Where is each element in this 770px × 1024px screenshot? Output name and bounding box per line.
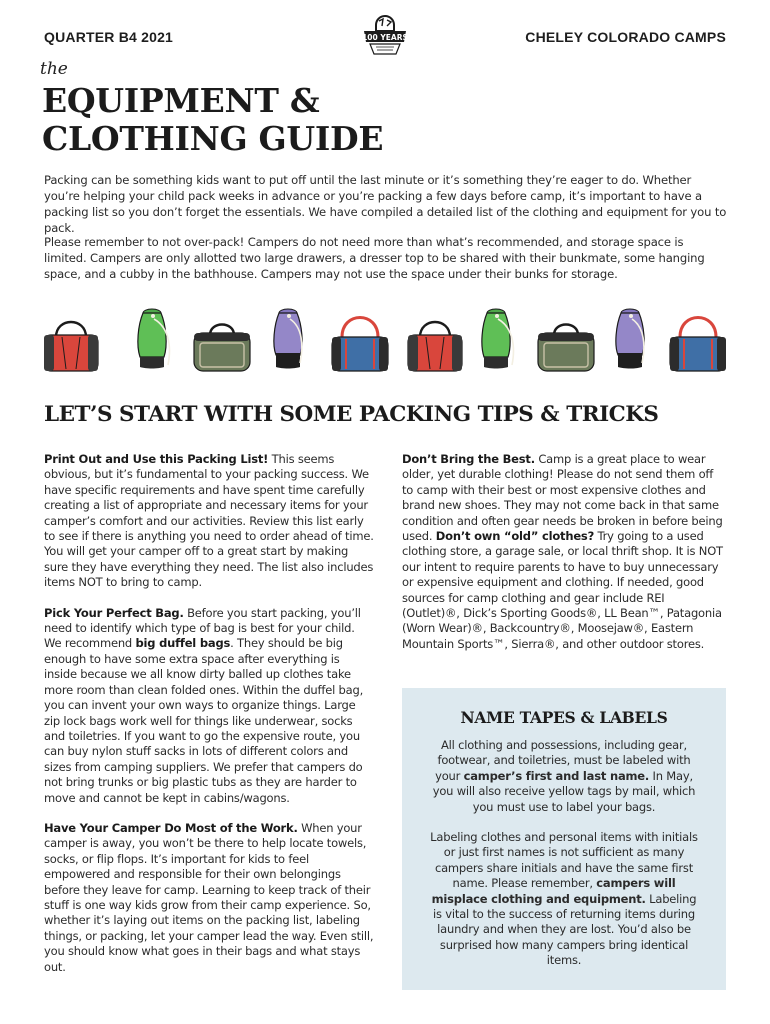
tip-print-list-heading: Print Out and Use this Packing List!	[44, 452, 269, 466]
header-left: QUARTER B4 2021	[44, 29, 174, 45]
olive-duffel-bag-icon	[538, 325, 594, 372]
tip-pick-bag	[44, 606, 374, 806]
tip-print-list-body: This seems obvious, but it’s fundamental to your packing success. We have specific requirements and have spent time carefully creating a list of appropriate and necessary items for your camper’s comfort and our activities. Review this list early to see if there is anything you need to order ahead of time. You will get your camper off to a great start by making sure they have everything they need. The list also includes items NOT to bring to camp.	[44, 452, 374, 590]
tip-camper-work	[44, 821, 374, 975]
name-tapes-p2-b: Labeling is vital to the success of returning items during laundry and when they are lost. You’d also be surprised how many campers bring identical items.	[433, 891, 697, 968]
tip-pick-bag-bold: big duffel bags	[135, 636, 231, 651]
tip-pick-bag-body-1: Before you start packing, you’ll need to identify which type of bag is best for your child. We recommend	[44, 605, 361, 651]
name-tapes-p1-b: In May, you will also receive yellow tags by mail, which you must use to label your bags.	[432, 768, 696, 814]
name-tapes-p2-a: Labeling clothes and personal items with initials or just first names is not sufficient as many campers share initials and have the same first name. Please remember,	[430, 830, 698, 891]
purple-stuff-sack-icon	[616, 309, 644, 369]
tip-dont-bring-best	[402, 452, 724, 652]
tip-dont-bring-best-bold: Don’t own “old” clothes?	[435, 529, 595, 544]
section-title: LET’S START WITH SOME PACKING TIPS & TRICKS	[44, 402, 659, 427]
title-pre: the	[40, 59, 68, 79]
intro-paragraph-1: Packing can be something kids want to put off until the last minute or it’s something they’re eager to do. Whether you’re helping your child pack weeks in advance or you’re packing a few days before camp, it’s important to have a packing list so you don’t forget the essentials. We have compiled a detailed list of the clothing and equipment for you to pack.	[44, 173, 727, 235]
page-title-line-2: CLOTHING GUIDE	[42, 119, 384, 158]
tip-pick-bag-heading: Pick Your Perfect Bag.	[44, 605, 184, 620]
tip-pick-bag-body-2: . They should be big enough to have some extra space after everything is inside because we all know dirty balled up clothes take more room than clean folded ones. Within the duffel bag, you can invent your own ways to organize things. Large zip lock bags work well for things like underwear, socks and toiletries. If you want to go the expensive route, you can buy nylon stuff sacks in lots of different colors and sizes from camping suppliers. We prefer that campers do not bring trunks or big plastic tubs as they are harder to move and cannot be kept in cabins/wagons.	[44, 636, 364, 805]
page-title	[42, 82, 383, 158]
name-tapes-paragraph-2	[426, 830, 702, 969]
name-tapes-title: NAME TAPES & LABELS	[460, 708, 668, 727]
blue-duffel-bag-icon	[670, 318, 726, 372]
green-stuff-sack-icon	[138, 309, 170, 369]
header-right: CHELEY COLORADO CAMPS	[525, 29, 726, 45]
name-tapes-p2-bold: campers will misplace clothing and equipment.	[431, 876, 676, 906]
tip-dont-bring-best-heading: Don’t Bring the Best.	[402, 452, 535, 466]
tip-dont-bring-best-body-1: Camp is a great place to wear older, yet durable clothing! Please do not send them off to camp with their best or most expensive clothes and brand new shoes. They may not come back in that same condition and often gear needs be broken in before being used.	[402, 452, 723, 544]
purple-stuff-sack-icon	[274, 309, 302, 369]
tips-right-column	[402, 452, 724, 667]
olive-duffel-bag-icon	[194, 325, 250, 372]
name-tapes-box	[402, 688, 726, 990]
page-title-line-1: EQUIPMENT &	[42, 81, 320, 120]
cheley-100-years-badge-icon	[360, 14, 410, 62]
bags-illustration	[44, 305, 726, 375]
blue-duffel-bag-icon	[332, 318, 388, 372]
green-stuff-sack-icon	[482, 309, 514, 369]
name-tapes-p1-a: All clothing and possessions, including gear, footwear, and toiletries, must be labeled with your	[435, 738, 691, 783]
tip-print-list	[44, 452, 374, 591]
name-tapes-paragraph-1	[426, 738, 702, 815]
tip-camper-work-body: When your camper is away, you won’t be there to help locate towels, socks, or flip flops. It’s important for kids to feel empowered and responsible for their own belongings before they leave for camp. Learning to keep track of their stuff is one way kids grow from their camp experience. So, whether it’s laying out items on the packing list, labeling things, or packing, let your camper lead the way. Even still, you should know what goes in their bags and what stays out.	[44, 820, 374, 974]
tips-left-column	[44, 452, 374, 990]
tip-dont-bring-best-body-2: Try going to a used clothing store, a garage sale, or local thrift shop. It is NOT our intent to require parents to have to buy unnecessary or expensive equipment and clothing. If needed, good sources for camp clothing and gear include REI (Outlet)®, Dick’s Sporting Goods®, LL Bean™, Patagonia (Worn Wear)®, Backcountry®, Moosejaw®, Eastern Mountain Sports™, Sierra®, and other outdoor stores.	[402, 529, 723, 651]
red-duffel-bag-icon	[44, 322, 98, 371]
intro-paragraph-2: Please remember to not over-pack! Campers do not need more than what’s recommended, and storage space is limited. Campers are only allotted two large drawers, a dresser top to be shared with their bunkmate, some hanging space, and a cubby in the bathhouse. Campers may not use the space under their bunks for storage.	[44, 235, 705, 281]
tip-camper-work-heading: Have Your Camper Do Most of the Work.	[44, 820, 298, 835]
name-tapes-p1-bold: camper’s first and last name.	[463, 768, 650, 783]
red-duffel-bag-icon	[408, 322, 462, 371]
logo-text: 100 YEARS	[362, 33, 408, 42]
